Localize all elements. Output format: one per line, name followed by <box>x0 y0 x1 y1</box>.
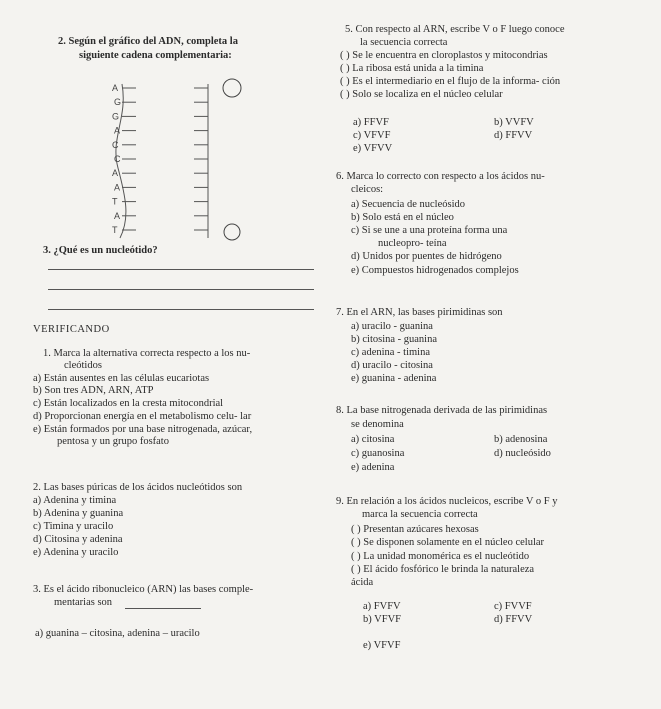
dna-base-label: G <box>114 97 122 108</box>
dna-base-label: A <box>114 125 121 136</box>
q6-option-d[interactable]: d) Unidos por puentes de hidrógeno <box>351 251 502 262</box>
q3-answer-line-1[interactable] <box>48 269 314 270</box>
q3-answer-line-3[interactable] <box>48 309 314 310</box>
dna-base-label: C <box>112 139 119 150</box>
q5-question-line2: la secuencia correcta <box>360 37 448 48</box>
dna-top-circle <box>223 79 241 97</box>
q9-option-a[interactable]: a) FVFV <box>363 601 401 612</box>
section-heading: VERIFICANDO <box>33 324 110 335</box>
q9-option-e[interactable]: e) VFVF <box>363 640 401 651</box>
v3-answer-blank[interactable] <box>125 608 201 609</box>
q9-statement-1[interactable]: ( ) Presentan azúcares hexosas <box>351 524 479 535</box>
v2-question: 2. Las bases púricas de los ácidos nucleótidos son <box>33 482 243 493</box>
q8-option-c[interactable]: c) guanosina <box>351 448 405 459</box>
q5-option-a[interactable]: a) FFVF <box>353 117 389 128</box>
q7-question: 7. En el ARN, las bases pirimidinas son <box>336 307 503 318</box>
v2-option-a[interactable]: a) Adenina y timina <box>33 495 117 506</box>
dna-base-label: T <box>112 196 118 207</box>
q5-statement-1[interactable]: ( ) Se le encuentra en cloroplastos y mitocondrias <box>340 50 548 61</box>
q9-option-d[interactable]: d) FFVV <box>494 614 533 625</box>
q5-question-line1: 5. Con respecto al ARN, escribe V o F luego conoce <box>345 24 565 35</box>
q5-statement-3[interactable]: ( ) Es el intermediario en el flujo de la informa- ción <box>340 76 561 87</box>
q6-option-b[interactable]: b) Solo está en el núcleo <box>351 212 454 223</box>
v1-option-b[interactable]: b) Son tres ADN, ARN, ATP <box>33 385 154 396</box>
dna-bottom-circle <box>224 224 240 240</box>
q6-option-c[interactable]: c) Si se une a una proteína forma una <box>351 225 508 236</box>
q8-option-d[interactable]: d) nucleósido <box>494 448 551 459</box>
dna-base-label: A <box>114 182 121 193</box>
v3-question-line2: mentarias son <box>54 597 113 608</box>
dna-base-label: T <box>112 225 118 235</box>
v3-question-line1: 3. Es el ácido ribonucleico (ARN) las bases comple- <box>33 584 254 595</box>
v1-option-e[interactable]: e) Están formados por una base nitrogenada, azúcar, <box>33 424 253 435</box>
q7-option-e[interactable]: e) guanina - adenina <box>351 373 437 384</box>
dna-base-label: G <box>112 111 120 122</box>
v1-question-line1: 1. Marca la alternativa correcta respecto a los nu- <box>43 348 251 359</box>
dna-base-label: A <box>112 83 119 93</box>
q8-question-line2: se denomina <box>351 419 404 430</box>
q6-option-a[interactable]: a) Secuencia de nucleósido <box>351 199 465 210</box>
q5-option-e[interactable]: e) VFVV <box>353 143 393 154</box>
q7-option-c[interactable]: c) adenina - timina <box>351 347 431 358</box>
v2-option-e[interactable]: e) Adenina y uracilo <box>33 547 119 558</box>
q9-statement-4[interactable]: ( ) El ácido fosfórico le brinda la naturaleza <box>351 564 535 575</box>
q9-question-line1: 9. En relación a los ácidos nucleicos, escribe V o F y <box>336 496 558 507</box>
q9-statement-2[interactable]: ( ) Se disponen solamente en el núcleo celular <box>351 537 545 548</box>
q9-option-c[interactable]: c) FVVF <box>494 601 532 612</box>
q5-option-d[interactable]: d) FFVV <box>494 130 533 141</box>
q2-title-line2: siguiente cadena complementaria: <box>79 50 232 61</box>
dna-base-label: A <box>114 210 121 221</box>
v2-option-b[interactable]: b) Adenina y guanina <box>33 508 124 519</box>
q6-question-line1: 6. Marca lo correcto con respecto a los ácidos nu- <box>336 171 545 182</box>
q7-option-b[interactable]: b) citosina - guanina <box>351 334 438 345</box>
q8-question-line1: 8. La base nitrogenada derivada de las pirimidinas <box>336 405 548 416</box>
v1-option-c[interactable]: c) Están localizados en la cresta mitocondrial <box>33 398 224 409</box>
v1-option-d[interactable]: d) Proporcionan energía en el metabolismo celu- lar <box>33 411 252 422</box>
q7-option-d[interactable]: d) uracilo - citosina <box>351 360 433 371</box>
q5-option-c[interactable]: c) VFVF <box>353 130 391 141</box>
q9-option-b[interactable]: b) VFVF <box>363 614 402 625</box>
q6-option-e[interactable]: e) Compuestos hidrogenados complejos <box>351 265 519 276</box>
dna-base-label: C <box>114 154 121 164</box>
q3-answer-line-2[interactable] <box>48 289 314 290</box>
q3-label: 3. ¿Qué es un nucleótido? <box>43 245 158 256</box>
q8-option-e[interactable]: e) adenina <box>351 462 395 473</box>
q7-option-a[interactable]: a) uracilo - guanina <box>351 321 433 332</box>
v3-option-a[interactable]: a) guanina – citosina, adenina – uracilo <box>35 628 200 639</box>
q8-option-a[interactable]: a) citosina <box>351 434 395 445</box>
q5-statement-2[interactable]: ( ) La ribosa está unida a la timina <box>340 63 484 74</box>
v1-option-a[interactable]: a) Están ausentes en las células eucariotas <box>33 373 210 384</box>
dna-diagram <box>110 78 250 244</box>
q6-option-c-cont: nucleopro- teína <box>378 238 447 249</box>
q9-question-line2: marca la secuencia correcta <box>362 509 478 520</box>
q6-question-line2: cleicos: <box>351 184 384 195</box>
v1-option-e-cont: pentosa y un grupo fosfato <box>57 436 169 447</box>
q9-statement-4-cont: ácida <box>351 577 374 588</box>
q9-statement-3[interactable]: ( ) La unidad monomérica es el nucleótido <box>351 551 530 562</box>
q5-option-b[interactable]: b) VVFV <box>494 117 534 128</box>
q2-title-line1: 2. Según el gráfico del ADN, completa la <box>58 36 238 47</box>
q8-option-b[interactable]: b) adenosina <box>494 434 548 445</box>
q5-statement-4[interactable]: ( ) Solo se localiza en el núcleo celular <box>340 89 503 100</box>
v2-option-d[interactable]: d) Citosina y adenina <box>33 534 123 545</box>
v2-option-c[interactable]: c) Timina y uracilo <box>33 521 114 532</box>
v1-question-line2: cleótidos <box>64 360 102 371</box>
dna-base-label: A <box>112 168 119 179</box>
